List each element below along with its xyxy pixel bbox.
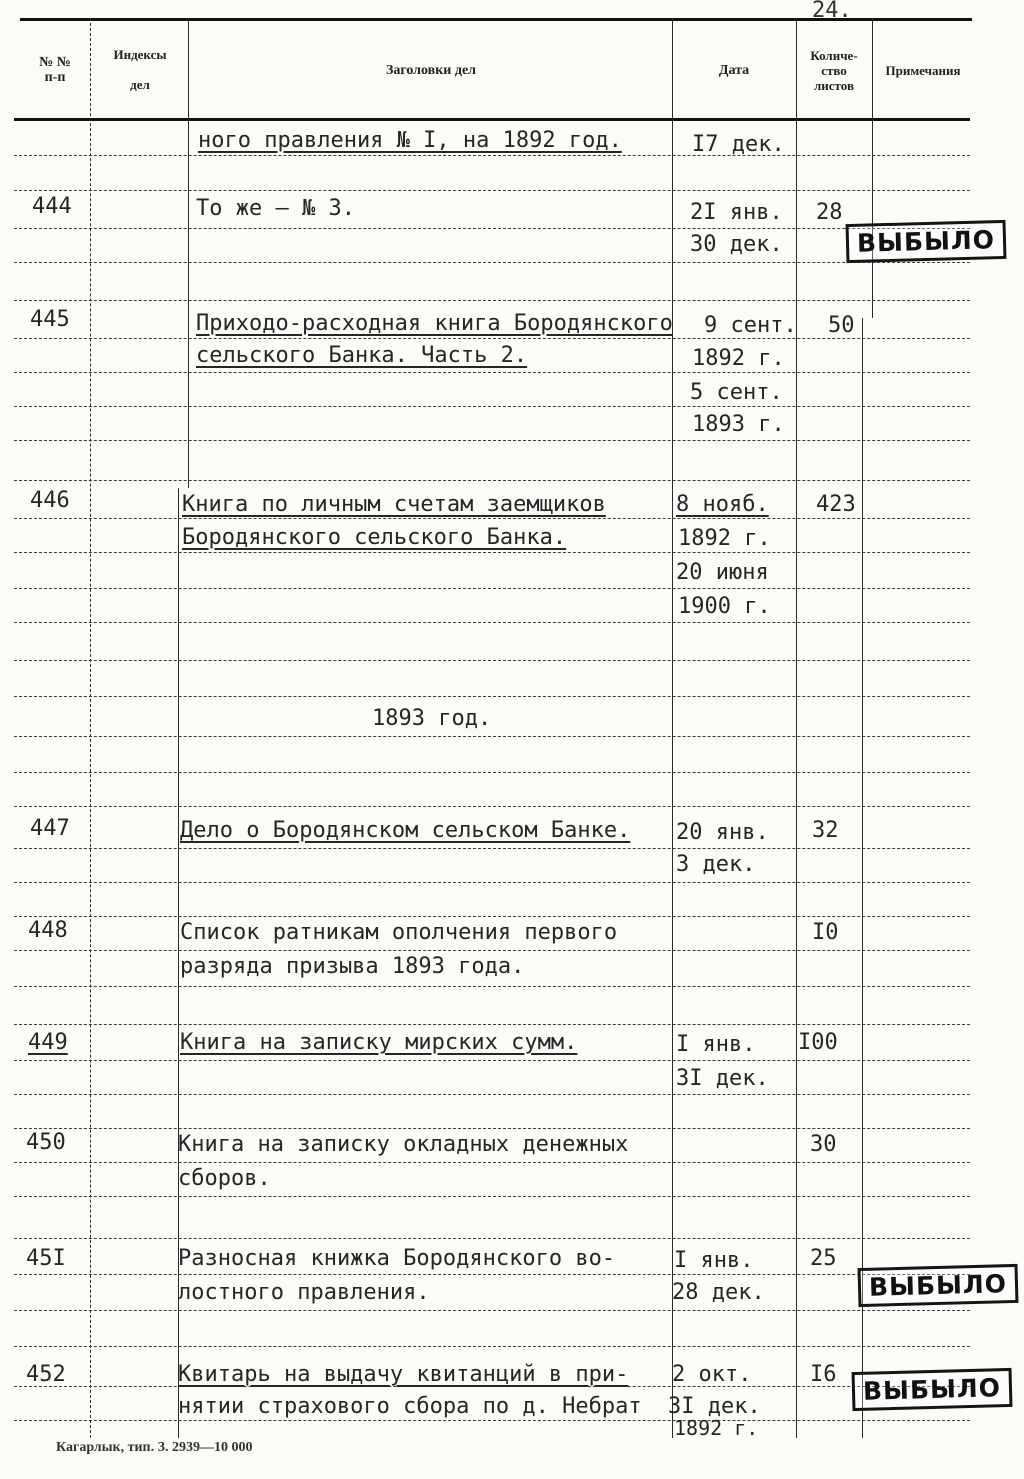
page-number: 24. [812, 0, 852, 23]
entry-title-line2: лостного правления. [178, 1280, 430, 1305]
entry-number: 448 [28, 918, 68, 943]
entry-sheet-count: I00 [798, 1030, 838, 1055]
withdrawn-stamp: ВЫБЫЛО [852, 1368, 1013, 1411]
entry-date-end: 3I дек. [676, 1066, 769, 1091]
entry-date-end: 3 дек. [676, 852, 756, 877]
entry-sheet-count: 30 [810, 1132, 837, 1157]
header-date: Дата [718, 62, 750, 78]
entry-number: 444 [32, 194, 72, 219]
column-line-4 [796, 18, 797, 1438]
entry-number: 445 [30, 307, 70, 332]
entry-title: ного правления № I, на 1892 год. [198, 128, 622, 153]
entry-title-line2: разряда призыва 1893 года. [180, 954, 525, 979]
row-line [14, 480, 970, 481]
row-line [14, 300, 970, 301]
entry-date-start: 2 окт. [672, 1362, 752, 1387]
entry-title: Книга на записку мирских сумм. [180, 1030, 578, 1055]
entry-date-start: 20 янв. [676, 820, 769, 845]
row-line [14, 1420, 970, 1421]
row-line [14, 190, 970, 191]
entry-number: 450 [26, 1130, 66, 1155]
entry-date: 1893 г. [692, 412, 785, 437]
entry-number: 45I [26, 1246, 66, 1271]
entry-title-line2: Бородянского сельского Банка. [182, 525, 567, 550]
entry-date-start: I янв. [676, 1032, 756, 1057]
row-line [14, 155, 970, 156]
entry-sheet-count: 25 [810, 1246, 837, 1271]
row-line [14, 1310, 970, 1311]
entry-date: 8 нояб. [676, 492, 769, 517]
entry-title-line2: нятии страхового сбора по д. Небрат [178, 1394, 642, 1419]
entry-sheet-count: 50 [828, 313, 855, 338]
print-imprint: Кагарлык, тип. З. 2939—10 000 [56, 1440, 253, 1455]
entry-title: Дело о Бородянском сельском Банке. [180, 818, 631, 843]
entry-title: То же – № 3. [196, 196, 355, 221]
row-line [14, 406, 970, 407]
entry-date: 1900 г. [678, 594, 771, 619]
row-line [14, 950, 970, 951]
entry-title-line1: Книга по личным счетам заемщиков [182, 492, 606, 517]
column-line-1 [90, 18, 91, 1438]
entry-date: 5 сент. [690, 380, 783, 405]
header-top-rule [20, 18, 972, 21]
withdrawn-stamp: ВЫБЫЛО [846, 220, 1007, 263]
row-line [14, 1128, 970, 1129]
entry-number: 446 [30, 488, 70, 513]
header-bottom-rule [14, 118, 970, 121]
row-line [14, 552, 970, 553]
header-number: № № п-п [39, 55, 71, 85]
entry-sheet-count: I0 [812, 920, 839, 945]
entry-title-line1: Список ратникам ополчения первого [180, 920, 618, 945]
entry-sheet-count: 423 [816, 492, 856, 517]
row-line [14, 848, 970, 849]
row-line [14, 372, 970, 373]
year-heading: 1893 год. [372, 706, 492, 731]
entry-date-end: 28 дек. [672, 1280, 765, 1305]
entry-date-end: 3I дек. [668, 1394, 761, 1419]
entry-title-line1: Приходо-расходная книга Бородянского [196, 311, 673, 336]
entry-date-year: 1892 г. [674, 1416, 759, 1440]
row-line [14, 986, 970, 987]
entry-title-line1: Книга на записку окладных денежных [178, 1132, 629, 1157]
header-notes: Примечания [885, 62, 961, 78]
entry-title-line1: Разносная книжка Бородянского во- [178, 1246, 616, 1271]
withdrawn-stamp: ВЫБЫЛО [858, 1264, 1019, 1307]
row-line [14, 518, 970, 519]
entry-number: 452 [26, 1362, 66, 1387]
column-line-2 [188, 18, 189, 488]
row-line [14, 1346, 970, 1347]
row-line [14, 806, 970, 807]
row-line [14, 660, 970, 661]
row-line [14, 440, 970, 441]
row-line [14, 622, 970, 623]
row-line [14, 1162, 970, 1163]
row-line [14, 916, 970, 917]
row-line [14, 1024, 970, 1025]
row-line [14, 1274, 970, 1275]
row-line [14, 338, 970, 339]
row-line [14, 736, 970, 737]
entry-number: 449 [28, 1030, 68, 1055]
row-line [14, 696, 970, 697]
entry-date: 1892 г. [692, 346, 785, 371]
entry-date-start: 2I янв. [690, 200, 783, 225]
entry-date: 9 сент. [704, 313, 797, 338]
row-line [14, 262, 970, 263]
row-line [14, 228, 970, 229]
entry-sheet-count: 28 [816, 200, 843, 225]
entry-title-line1: Квитарь на выдачу квитанций в при- [178, 1362, 629, 1387]
entry-sheet-count: 32 [812, 818, 839, 843]
column-line-3 [672, 18, 673, 1438]
entry-date: 20 июня [676, 560, 769, 585]
row-line [14, 1196, 970, 1197]
header-sheet-count: Количе- ство листов [810, 47, 858, 93]
row-line [14, 882, 970, 883]
header-title: Заголовки дел [385, 62, 477, 78]
entry-title-line2: сборов. [178, 1166, 271, 1191]
entry-date: 1892 г. [678, 526, 771, 551]
row-line [14, 1238, 970, 1239]
column-line-5 [872, 18, 873, 318]
row-line [14, 588, 970, 589]
entry-title-line2: сельского Банка. Часть 2. [196, 343, 528, 368]
entry-sheet-count: I6 [810, 1362, 837, 1387]
entry-date: I7 дек. [692, 132, 785, 157]
row-line [14, 1060, 970, 1061]
entry-date-start: I янв. [674, 1248, 754, 1273]
row-line [14, 772, 970, 773]
row-line [14, 1094, 970, 1095]
header-index: Индексы дел [113, 47, 167, 92]
entry-number: 447 [30, 816, 70, 841]
entry-date-end: 30 дек. [690, 232, 783, 257]
